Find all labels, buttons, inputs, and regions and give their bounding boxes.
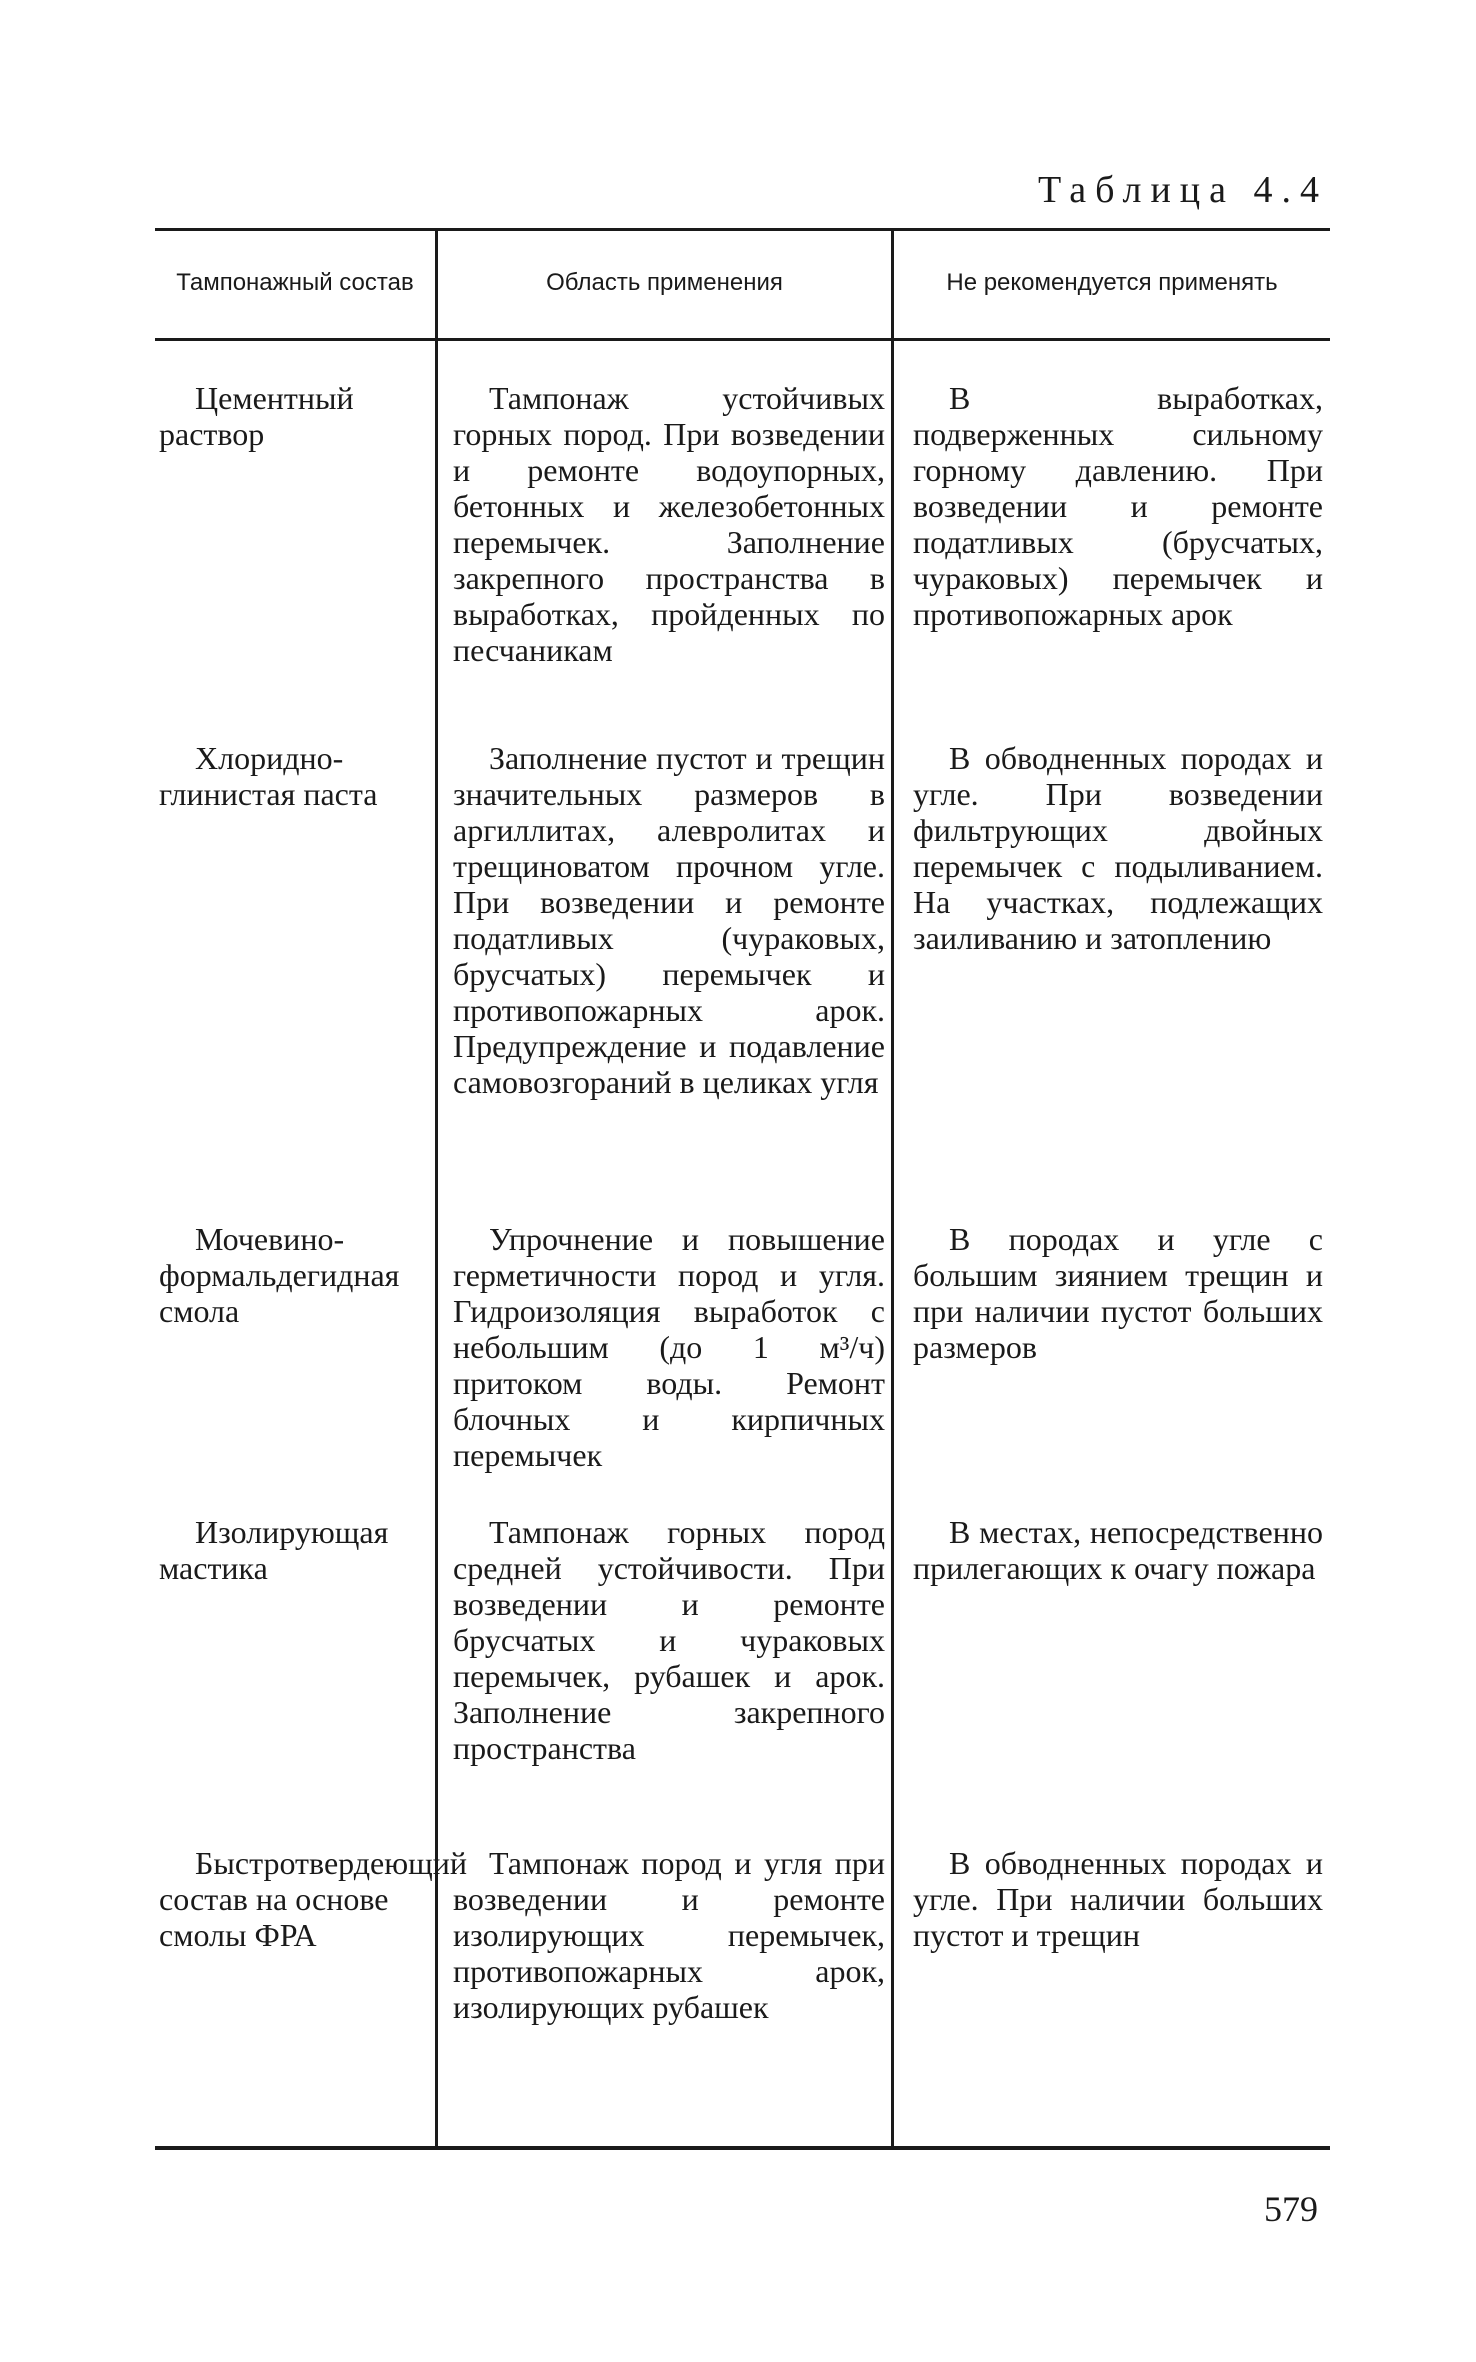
- header-composition: Тампонажный состав: [176, 269, 414, 296]
- row-composition: Хлоридно-глинистая паста: [159, 740, 378, 812]
- header-rule: [155, 338, 1330, 341]
- row-application: Тампонаж устойчивых горных пород. При возведении и ремонте водоупорных, бетонных и железобетонных перемычек. Заполнение закрепного пространства в выработках, пройденных по песчаникам: [453, 380, 885, 668]
- row-not-recommended: В обводненных породах и угле. При наличии больших пустот и трещин: [913, 1845, 1323, 1953]
- row-application: Тампонаж пород и угля при возведении и ремонте изолирующих перемычек, противопожарных арок, изолирующих рубашек: [453, 1845, 885, 2025]
- row-application: Тампонаж горных пород средней устойчивости. При возведении и ремонте брусчатых и чураковых перемычек, рубашек и арок. Заполнение закрепного пространства: [453, 1514, 885, 1766]
- row-composition: Цементный раствор: [159, 380, 354, 452]
- row-composition: Быстротвердеющий состав на основе смолы ФРА: [159, 1845, 467, 1953]
- row-not-recommended: В породах и угле с большим зиянием трещин и при наличии пустот больших размеров: [913, 1221, 1323, 1365]
- header-application: Область применения: [546, 269, 783, 296]
- row-not-recommended: В выработках, подверженных сильному горному давлению. При возведении и ремонте податливых (брусчатых, чураковых) перемычек и противопожарных арок: [913, 380, 1323, 632]
- table-caption: Таблица 4.4: [1037, 169, 1328, 211]
- data-table: [155, 228, 1330, 2178]
- page-number: 579: [1264, 2189, 1318, 2229]
- row-composition: Мочевино-формальдегидная смола: [159, 1221, 400, 1329]
- row-composition: Изолирующая мастика: [159, 1514, 389, 1586]
- column-divider-2: [891, 228, 894, 2146]
- row-not-recommended: В местах, непосредственно прилегающих к очагу пожара: [913, 1514, 1323, 1586]
- header-not-recommended: Не рекомендуется применять: [946, 269, 1278, 296]
- row-not-recommended: В обводненных породах и угле. При возведении фильтрующих двойных перемычек с подыливанием. На участках, подлежащих заиливанию и затоплению: [913, 740, 1323, 956]
- row-application: Заполнение пустот и трещин значительных размеров в аргиллитах, алевролитах и трещиноватом прочном угле. При возведении и ремонте податливых (чураковых, брусчатых) перемычек и противопожарных арок. Предупреждение и подавление самовозгораний в целиках угля: [453, 740, 885, 1100]
- row-application: Упрочнение и повышение герметичности пород и угля. Гидроизоляция выработок с небольшим (до 1 м³/ч) притоком воды. Ремонт блочных и кирпичных перемычек: [453, 1221, 885, 1473]
- bottom-rule: [155, 2146, 1330, 2150]
